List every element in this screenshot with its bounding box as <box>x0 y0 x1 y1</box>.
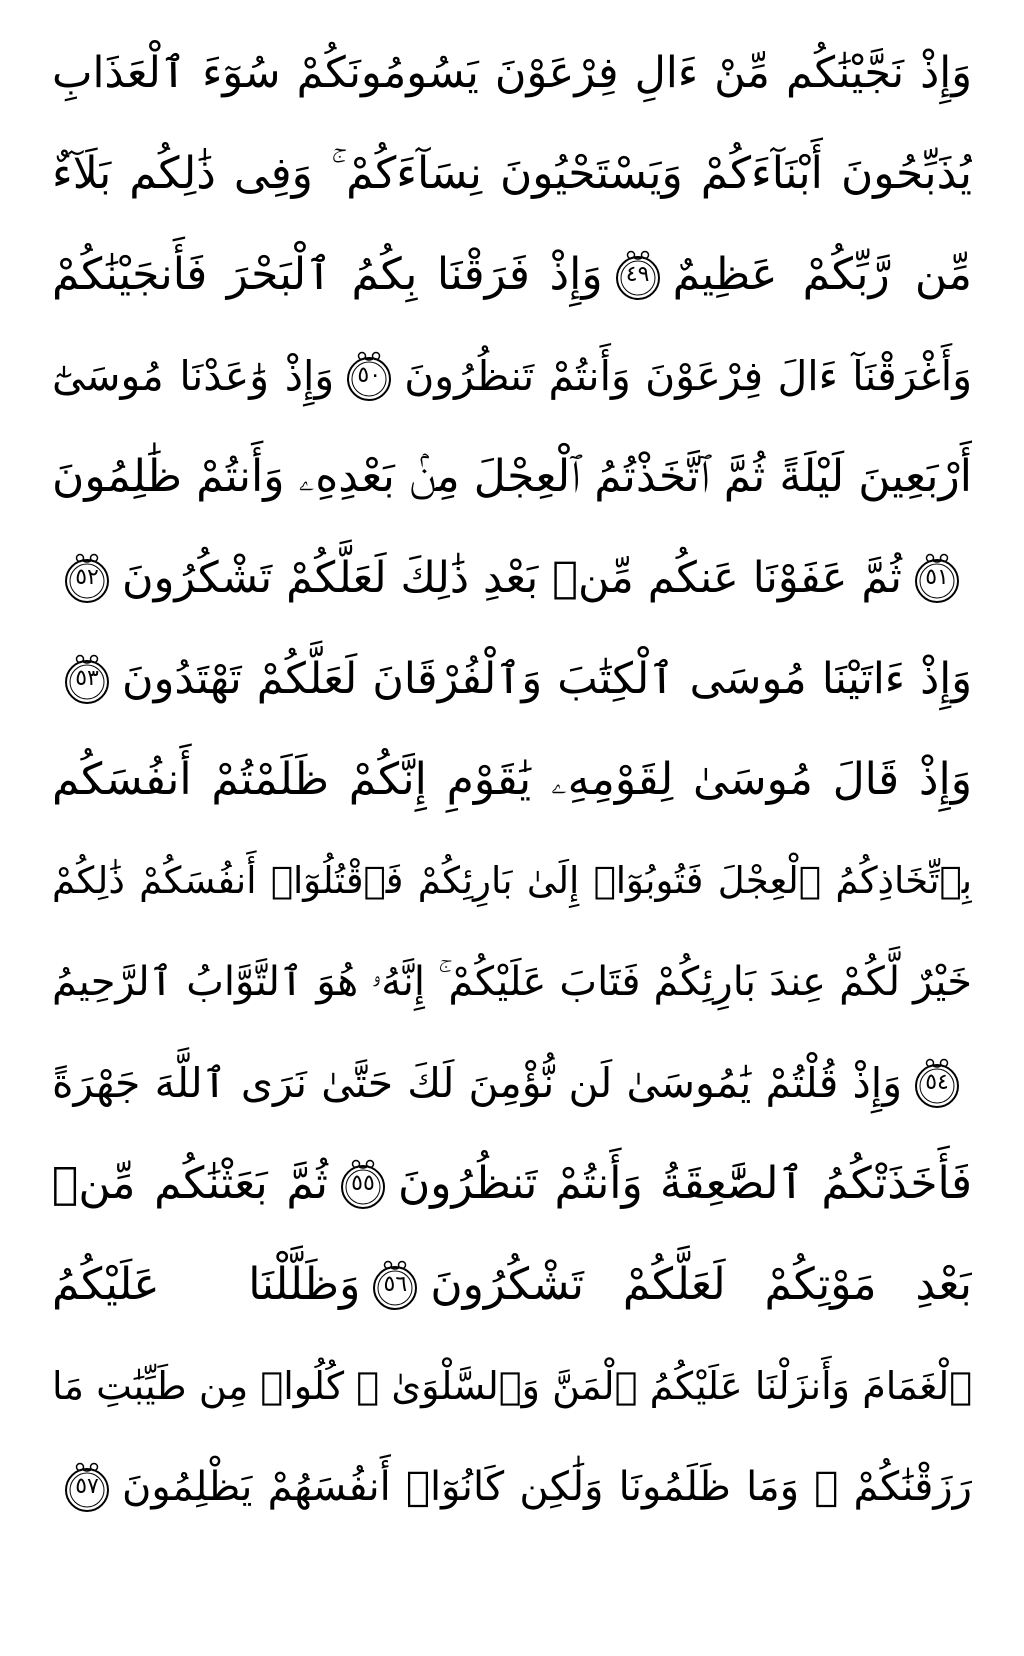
verse-text: ثُمَّ عَفَوْنَا عَنكُم مِّنۢ بَعْدِ ذَٰلِكَ لَعَلَّكُمْ تَشْكُرُونَ <box>122 552 902 603</box>
verse-text: بَعْدِ مَوْتِكُمْ لَعَلَّكُمْ تَشْكُرُونَ <box>430 1259 972 1310</box>
text-line <box>52 224 972 325</box>
ayah-end-marker <box>609 246 667 304</box>
verse-text: رَزَقْنَٰكُمْ ۖ وَمَا ظَلَمُونَا وَلَٰكِن كَانُوٓا۟ أَنفُسَهُمْ يَظْلِمُونَ <box>122 1463 972 1510</box>
ayah-end-marker <box>334 1155 392 1213</box>
ayah-end-marker <box>58 650 116 708</box>
verse-text: وَإِذْ فَرَقْنَا بِكُمُ ٱلْبَحْرَ فَأَنجَيْنَٰكُمْ <box>52 249 603 300</box>
verse-text: أَرْبَعِينَ لَيْلَةً ثُمَّ ٱتَّخَذْتُمُ ٱلْعِجْلَ مِنۢ بَعْدِهِۦ وَأَنتُمْ ظَٰلِمُونَ <box>52 451 972 502</box>
verse-text: ثُمَّ بَعَثْنَٰكُم مِّنۢ <box>52 1158 328 1209</box>
text-line <box>52 1133 972 1234</box>
verse-text: يُذَبِّحُونَ أَبْنَآءَكُمْ وَيَسْتَحْيُونَ نِسَآءَكُمْ ۚ وَفِى ذَٰلِكُم بَلَآءٌ <box>52 148 972 199</box>
text-line <box>52 729 972 830</box>
ayah-number: ٥٢ <box>75 564 99 590</box>
verse-text: بِٱتِّخَاذِكُمُ ٱلْعِجْلَ فَتُوبُوٓا۟ إِلَىٰ بَارِئِكُمْ فَٱقْتُلُوٓا۟ أَنفُسَكُمْ ذَٰلِكُمْ <box>52 859 972 902</box>
text-line <box>52 1032 972 1133</box>
ayah-number: ٤٩ <box>625 261 650 287</box>
ayah-end-marker <box>908 1054 966 1112</box>
text-line <box>52 830 972 931</box>
ayah-number: ٥٤ <box>925 1069 949 1095</box>
verse-text: وَإِذْ وَٰعَدْنَا مُوسَىٰٓ <box>52 351 335 400</box>
ayah-end-marker <box>908 549 966 607</box>
ayah-number: ٥٧ <box>75 1473 99 1499</box>
text-line <box>52 628 972 729</box>
ayah-number: ٥٦ <box>383 1271 408 1297</box>
verse-text: وَإِذْ نَجَّيْنَٰكُم مِّنْ ءَالِ فِرْعَوْنَ يَسُومُونَكُمْ سُوٓءَ ٱلْعَذَابِ <box>52 47 972 98</box>
verse-text: وَظَلَّلْنَا عَلَيْكُمُ <box>52 1259 361 1310</box>
ayah-end-marker <box>58 549 116 607</box>
text-block <box>52 22 972 1537</box>
ayah-number: ٥٣ <box>75 665 99 691</box>
verse-text: وَإِذْ قَالَ مُوسَىٰ لِقَوْمِهِۦ يَٰقَوْمِ إِنَّكُمْ ظَلَمْتُمْ أَنفُسَكُم <box>52 754 972 805</box>
text-line <box>52 1234 972 1335</box>
verse-text: وَإِذْ قُلْتُمْ يَٰمُوسَىٰ لَن نُّؤْمِنَ لَكَ حَتَّىٰ نَرَى ٱللَّهَ جَهْرَةً <box>52 1058 902 1107</box>
ayah-number: ٥١ <box>925 564 949 590</box>
text-line <box>52 1436 972 1537</box>
text-line <box>52 931 972 1032</box>
verse-text: وَأَغْرَقْنَآ ءَالَ فِرْعَوْنَ وَأَنتُمْ تَنظُرُونَ <box>404 351 972 400</box>
text-line <box>52 426 972 527</box>
verse-text: ٱلْغَمَامَ وَأَنزَلْنَا عَلَيْكُمُ ٱلْمَنَّ وَٱلسَّلْوَىٰ ۖ كُلُوا۟ مِن طَيِّبَٰتِ مَا <box>52 1363 972 1408</box>
verse-text: وَإِذْ ءَاتَيْنَا مُوسَى ٱلْكِتَٰبَ وَٱلْفُرْقَانَ لَعَلَّكُمْ تَهْتَدُونَ <box>122 653 972 704</box>
verse-text: مِّن رَّبِّكُمْ عَظِيمٌ <box>672 249 972 300</box>
text-line <box>52 527 972 628</box>
ayah-end-marker <box>366 1256 424 1314</box>
verse-text: فَأَخَذَتْكُمُ ٱلصَّٰعِقَةُ وَأَنتُمْ تَنظُرُونَ <box>397 1158 972 1209</box>
ayah-end-marker <box>340 347 398 405</box>
verse-text: خَيْرٌ لَّكُمْ عِندَ بَارِئِكُمْ فَتَابَ عَلَيْكُمْ ۚ إِنَّهُۥ هُوَ ٱلتَّوَّابُ ٱلرَّحِيمُ <box>52 958 972 1005</box>
ayah-number: ٥٥ <box>351 1170 375 1196</box>
text-line <box>52 123 972 224</box>
text-line <box>52 22 972 123</box>
text-line <box>52 325 972 426</box>
text-line <box>52 1335 972 1436</box>
ayah-number: ٥٠ <box>357 362 382 388</box>
ayah-end-marker <box>58 1458 116 1516</box>
